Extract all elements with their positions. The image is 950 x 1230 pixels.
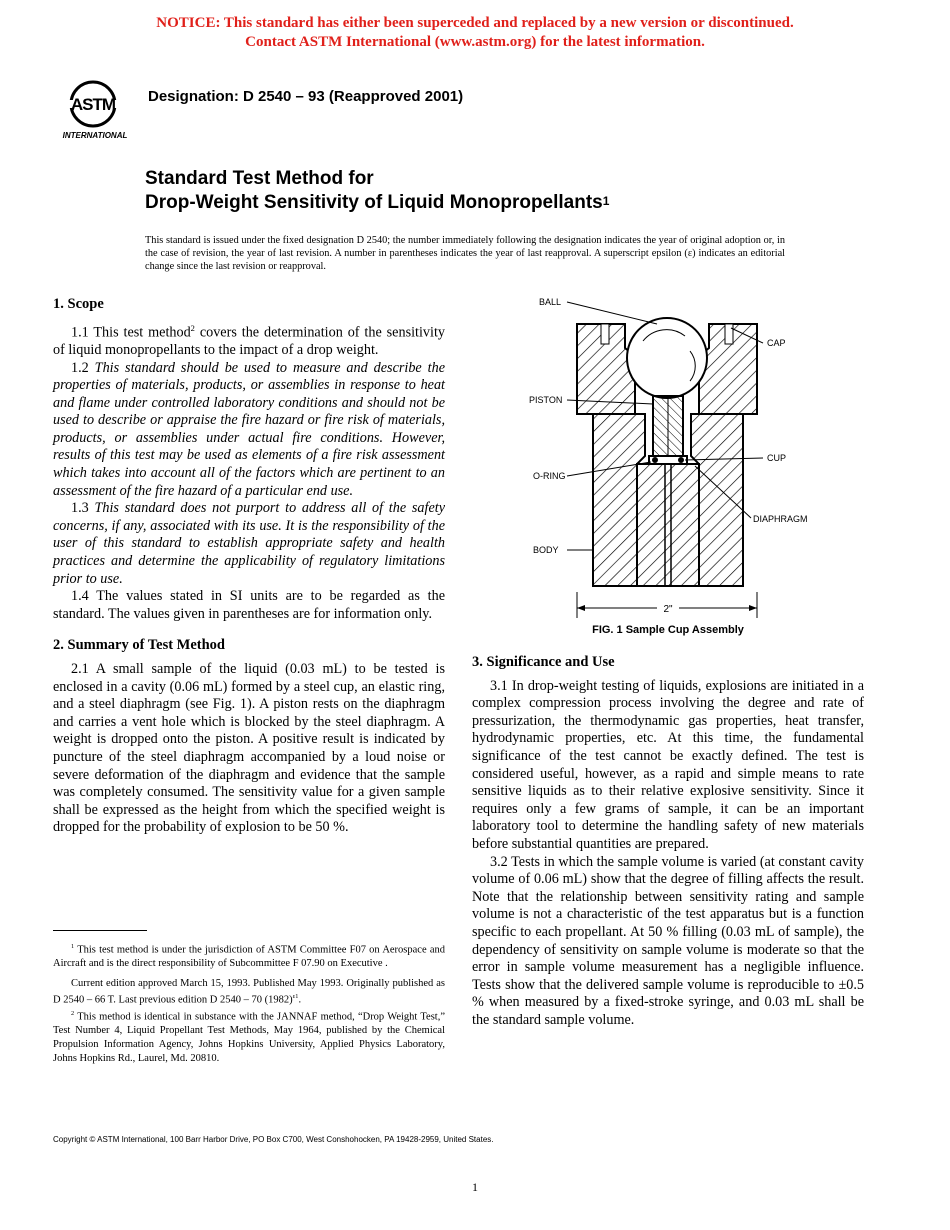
label-body: BODY [533,545,559,555]
footnote-edition: Current edition approved March 15, 1993. Published May 1993. Originally published as D 2540 – 66 T. Last previous edition D 2540 – 70 $(1982)^{\varepsilon 1}$. [53,977,445,1006]
section-heading-scope: 1. Scope [53,296,104,312]
label-piston: PISTON [529,395,563,405]
preamble: This standard is issued under the fixed designation D 2540; the number immediately following the designation indicates the year of original adoption or, in the case of revision, the year of last revision. A number in parentheses indicates the year of last reapproval. A superscript epsilon (ε) indicates an editorial change since the last revision or reapproval. [145,235,785,272]
page-number: 1 [472,1180,478,1194]
footnotes [53,940,445,1065]
label-ball: BALL [539,297,562,307]
figure-caption: FIG. 1 Sample Cup Assembly [592,624,744,636]
copyright-line: Copyright © ASTM International, 100 Barr Harbor Drive, PO Box C700, West Conshohocken, PA 19428-2959, United States. [53,1135,494,1144]
label-cup: CUP [767,453,787,463]
title-line-1: Standard Test Method for [145,168,374,189]
title-footnote-ref: 1 [602,194,610,208]
title-line-2 [145,191,609,215]
paragraph-1-3: 1.3 This standard does not purport to address all of the safety concerns, if any, associated with its use. It is the responsibility of the user of this standard to establish appropriate safety and health practices and determine the applicability of regulatory limitations prior to use. [53,500,445,587]
logo-text: ASTM [70,95,116,114]
paragraph-2-1: 2.1 A small sample of the liquid (0.03 mL) to be tested is enclosed in a cavity (0.06 mL) formed by a steel cup, an elastic ring, and a steel diaphragm (see Fig. 1). A piston rests on the diaphragm and carries a vent hole which is blocked by the steel diaphragm. A weight is dropped onto the piston. A positive result is indicated by puncture of the steel diaphragm accompanied by a loud noise or severe deformation of the diaphragm and evidence that the sample was completely consumed. The sensitivity value for a given sample shall be expressed as the height from which the specified weight is dropped for the probability of explosion to be 50 %. [53,661,445,836]
paragraph-1-4: 1.4 The values stated in SI units are to be regarded as the standard. The values given in parentheses are for information only. [53,588,445,622]
footnote-1: $^1$ This test method is under the jurisdiction of ASTM Committee F07 on Aerospace and Aircraft and is the direct responsibility of Subcommittee F 07.90 on Executive . [53,943,445,970]
notice-line-1: NOTICE: This standard has either been superceded and replaced by a new version or discontinued. [156,15,794,31]
left-column [53,296,445,837]
notice-banner [0,14,950,52]
section-heading-summary: 2. Summary of Test Method [53,637,225,654]
logo-subtext: INTERNATIONAL [62,131,128,140]
o-ring-part [652,457,658,463]
document-title [145,167,609,215]
dimension-label: 2" [663,604,673,615]
astm-logo [55,76,137,142]
notice-line-2: Contact ASTM International (www.astm.org) for the latest information. [245,34,705,50]
label-cap: CAP [767,338,786,348]
title-text: Drop-Weight Sensitivity of Liquid Monopropellants [145,192,603,213]
figure-sample-cup-assembly [525,296,815,626]
footnote-divider [53,930,147,931]
label-diaphragm: DIAPHRAGM [753,514,808,524]
right-column [472,654,864,1029]
paragraph-3-2: 3.2 Tests in which the sample volume is varied (at constant cavity volume of 0.06 mL) show that the degree of filling affects the result. Note that the relationship between sensitivity rating and sample volume is not a characteristic of the test apparatus but is a function specific to each propellant. At 50 % filling (0.03 mL of sample), the dependency of sensitivity on sample volume is moderate so that the error in sample volume measurement has a negligible influence. Tests show that the delivered sample volume is reproducible to ±0.5 % when measured by a fixed-stroke syringe, and 0.03 mL shall be the standard sample volume. [472,853,864,1028]
section-heading-significance: 3. Significance and Use [472,654,615,670]
footnote-2: $^2$ This method is identical in substance with the JANNAF method, “Drop Weight Test,” Test Number 4, Liquid Propellant Test Methods, May 1964, published by the Chemical Propulsion Information Agency, Johns Hopkins University, Applied Physics Laboratory, Johns Hopkins Rd., Laurel, Md. 20810. [53,1010,446,1064]
paragraph-1-1: 1.1 This test method$^2$ covers the determination of the sensitivity of liquid monopropellants to the impact of a drop weight. [53,322,445,358]
paragraph-3-1: 3.1 In drop-weight testing of liquids, explosions are initiated in a complex compression process involving the degree and rate of pressurization, the thermodynamic gas properties, heat transfer, hydrodynamic properties, etc. At this time, the fundamental significance of the test cannot be exactly defined. The test is considered useful, however, as a rapid and simple means to rate sensitive liquids as to their relative explosive sensitivity. Since it requires only a few grams of sample, it can be an important laboratory tool to determine the handling safety of new materials before substantial quantities are prepared. [472,677,864,852]
paragraph-1-2: 1.2 This standard should be used to measure and describe the properties of materials, products, or assemblies in response to heat and flame under controlled laboratory conditions and should not be used to describe or appraise the fire hazard or fire risk of materials, products, or assemblies under actual fire conditions. However, results of this test may be used as elements of a fire risk assessment which takes into account all of the factors which are pertinent to an assessment of the fire hazard of a particular end use. [53,359,445,499]
designation: Designation: D 2540 – 93 (Reapproved 2001) [148,88,464,105]
label-o-ring: O-RING [533,471,566,481]
